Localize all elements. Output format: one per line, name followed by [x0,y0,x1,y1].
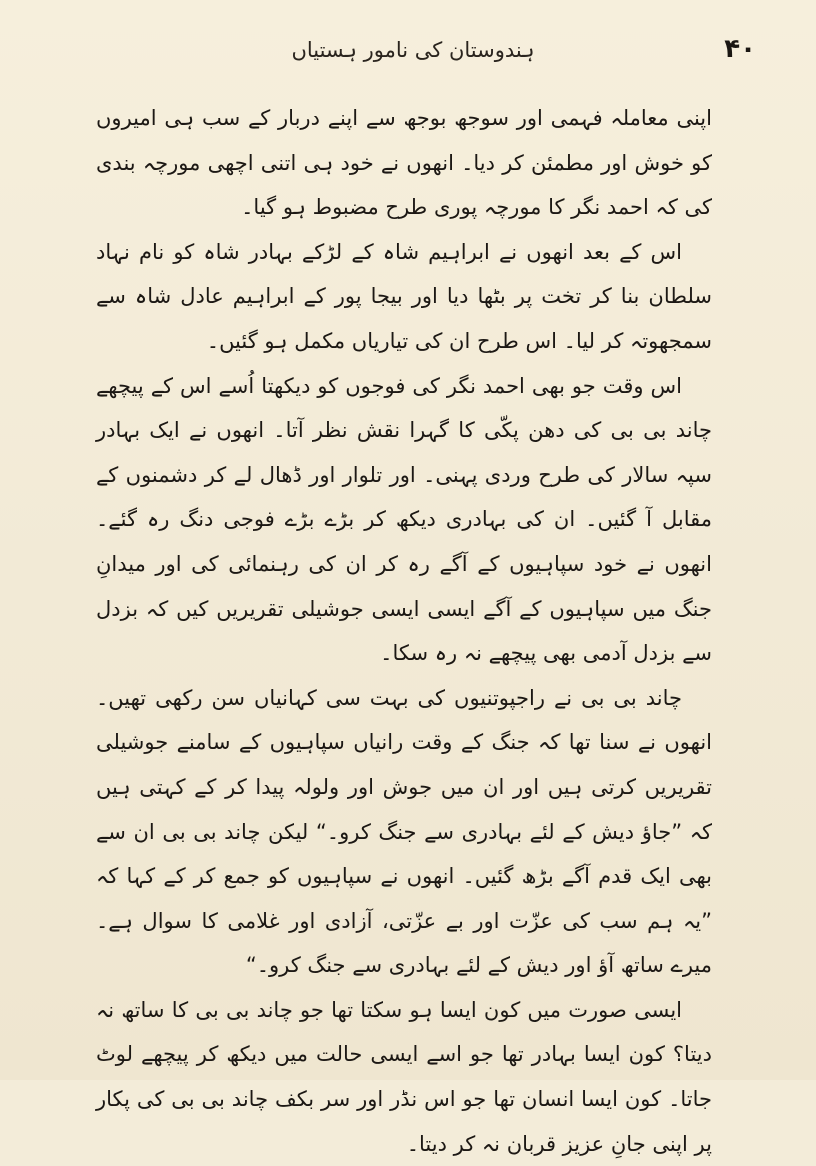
paragraph: چاند بی بی نے راجپوتنیوں کی بہت سی کہانیاں سن رکھی تھیں۔ انھوں نے سنا تھا کہ جنگ کے وقت رانیاں سپاہیوں کے سامنے جوشیلی تقریریں کرتی ہیں اور ان میں جوش اور ولولہ پیدا کر کے کہتی ہیں کہ ”جاؤ دیش کے لئے بہادری سے جنگ کرو۔“ لیکن چاند بی بی ان سے بھی ایک قدم آگے بڑھ گئیں۔ انھوں نے سپاہیوں کو جمع کر کے کہا کہ ”یہ ہم سب کی عزّت اور بے عزّتی، آزادی اور غلامی کا سوال ہے۔ میرے ساتھ آؤ اور دیش کے لئے بہادری سے جنگ کرو۔“ [96,685,712,978]
paragraph: اس وقت جو بھی احمد نگر کی فوجوں کو دیکھتا اُسے اس کے پیچھے چاند بی بی کی دھن پکّی کا گہرا نقش نظر آتا۔ انھوں نے ایک بہادر سپہ سالار کی طرح وردی پہنی۔ اور تلوار اور ڈھال لے کر دشمنوں کے مقابل آ گئیں۔ ان کی بہادری دیکھ کر بڑے بڑے فوجی دنگ رہ گئے۔ انھوں نے خود سپاہیوں کے آگے رہ کر ان کی رہنمائی کی اور میدانِ جنگ میں سپاہیوں کے آگے ایسی ایسی جوشیلی تقریریں کیں کہ بزدل سے بزدل آدمی بھی پیچھے نہ رہ سکا۔ [96,373,712,666]
paragraph: اس کے بعد انھوں نے ابراہیم شاہ کے لڑکے بہادر شاہ کو نام نہاد سلطان بنا کر تخت پر بٹھا دیا اور بیجا پور کے ابراہیم عادل شاہ سے سمجھوتہ کر لیا۔ اس طرح ان کی تیاریاں مکمل ہو گئیں۔ [96,239,712,353]
running-title: ہندوستان کی نامور ہستیاں [291,38,535,62]
page-number: ۴۰ [724,34,756,64]
paragraph-continuation: اپنی معاملہ فہمی اور سوجھ بوجھ سے اپنے دربار کے سب ہی امیروں کو خوش اور مطمئن کر دیا۔ انھوں نے خود ہی اتنی اچھی مورچہ بندی کی کہ احمد نگر کا مورچہ پوری طرح مضبوط ہو گیا۔ [96,106,712,220]
paragraph: ایسی صورت میں کون ایسا ہو سکتا تھا جو چاند بی بی کا ساتھ نہ دیتا؟ کون ایسا بہادر تھا جو اسے ایسی حالت میں دیکھ کر پیچھے لوٹ جاتا۔ کون ایسا انسان تھا جو اس نڈر اور سر بکف چاند بی بی کی پکار پر اپنی جانِ عزیز قربان نہ کر دیتا۔ [96,997,712,1156]
page-header [70,30,756,74]
body-text [96,96,712,1166]
